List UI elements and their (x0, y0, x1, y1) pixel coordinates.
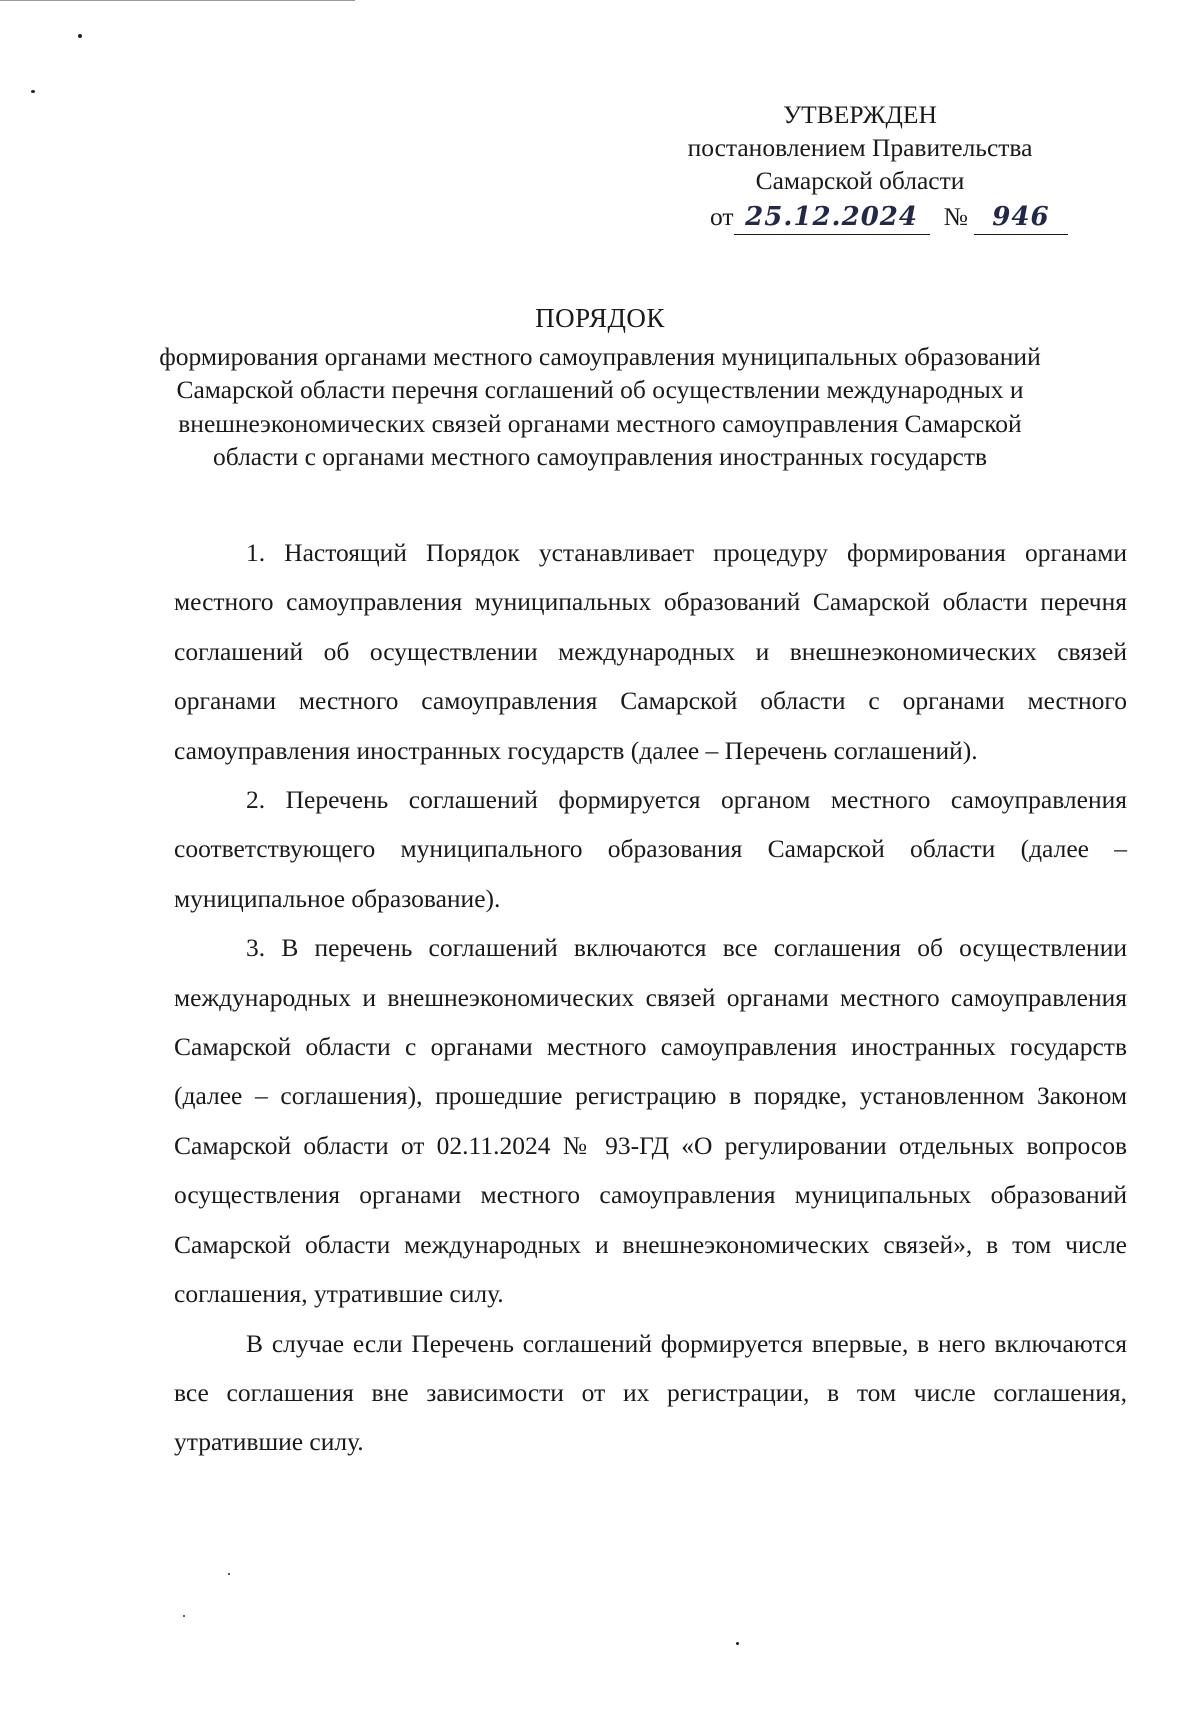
paragraph-3: 3. В перечень соглашений включаются все соглашения об осуществлении международных и внешнеэкономических связей органами местного самоуправления Самарской области с органами местного самоуправления иностранных государств (далее – соглашения), прошедшие регистрацию в порядке, установленном Законом Самарской области от 02.11.2024 № 93-ГД «О регулировании отдельных вопросов осуществления органами местного самоуправления муниципальных образований Самарской области международных и внешнеэкономических связей», в том числе соглашения, утратившие силу. (174, 933, 1127, 1309)
number-sign: № (943, 202, 968, 231)
paragraph-1: 1. Настоящий Порядок устанавливает процедуру формирования органами местного самоуправления муниципальных образований Самарской области перечня соглашений об осуществлении международных и внешнеэкономических связей органами местного самоуправления Самарской области с органами местного самоуправления иностранных государств (далее – Перечень соглашений). (174, 538, 1127, 765)
paragraph-4: В случае если Перечень соглашений формируется впервые, в него включаются все соглашения вне зависимости от их регистрации, в том числе соглашения, утратившие силу. (174, 1328, 1127, 1457)
approval-block (620, 98, 1100, 197)
scan-speck (228, 1573, 230, 1575)
date-prefix: от (710, 202, 734, 231)
approval-line-1: постановлением Правительства (687, 133, 1033, 162)
approval-date-row (710, 200, 1068, 235)
scan-speck (736, 1642, 739, 1645)
scan-top-edge-line (0, 0, 355, 1)
document-heading (150, 302, 1050, 474)
handwritten-date: 25.12.2024 (734, 201, 930, 235)
approval-title: УТВЕРЖДЕН (783, 100, 937, 129)
document-subtitle: формирования органами местного самоуправления муниципальных образований Самарской области перечня соглашений об осуществлении международных и внешнеэкономических связей органами местного самоуправления Самарской области с органами местного самоуправления иностранных государств (159, 341, 1041, 471)
document-title: ПОРЯДОК (535, 303, 665, 333)
document-body (174, 528, 1127, 1467)
paragraph-2: 2. Перечень соглашений формируется органом местного самоуправления соответствующего муниципального образования Самарской области (далее – муниципальное образование). (174, 785, 1127, 913)
scan-speck (31, 90, 35, 93)
scan-speck (183, 1615, 185, 1617)
handwritten-number: 946 (974, 201, 1068, 235)
approval-line-2: Самарской области (755, 166, 965, 195)
scan-speck (78, 34, 82, 38)
